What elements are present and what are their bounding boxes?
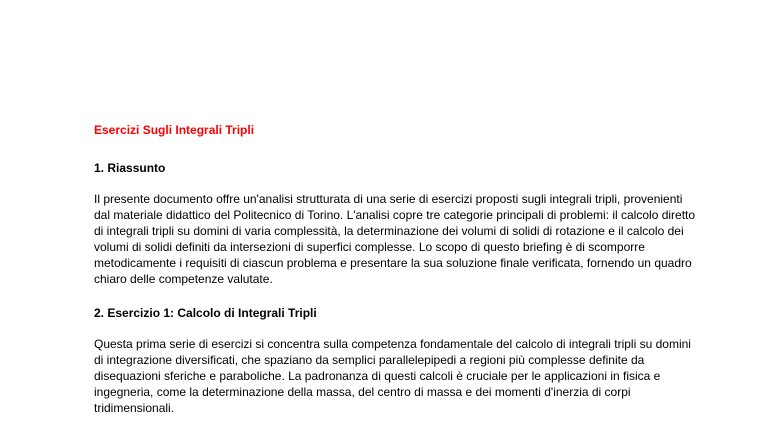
- section-heading-esercizio-1: 2. Esercizio 1: Calcolo di Integrali Tripli: [94, 306, 317, 320]
- document-title: Esercizi Sugli Integrali Tripli: [94, 123, 255, 137]
- paragraph-esercizio-1: Questa prima serie di esercizi si concentra sulla competenza fondamentale del calcolo di integrali tripli su domini di integrazione diversificati, che spaziano da semplici parallelepipedi a regioni più complesse definite da disequazioni sferiche e paraboliche. La padronanza di questi calcoli è cruciale per le applicazioni in fisica e ingegneria, come la determinazione della massa, del centro di massa e dei momenti d'inerzia di corpi tridimensionali.: [94, 337, 691, 415]
- paragraph-riassunto: Il presente documento offre un'analisi strutturata di una serie di esercizi proposti sugli integrali tripli, provenienti dal materiale didattico del Politecnico di Torino. L'analisi copre tre categorie principali di problemi: il calcolo diretto di integrali tripli su domini di varia complessità, la determinazione dei volumi di solidi di rotazione e il calcolo dei volumi di solidi definiti da intersezioni di superfici complesse. Lo scopo di questo briefing è di scomporre metodicamente i requisiti di ciascun problema e presentare la sua soluzione finale verificata, fornendo un quadro chiaro delle competenze valutate.: [94, 192, 696, 286]
- document-content: [94, 122, 698, 416]
- section-heading-riassunto: 1. Riassunto: [94, 161, 166, 175]
